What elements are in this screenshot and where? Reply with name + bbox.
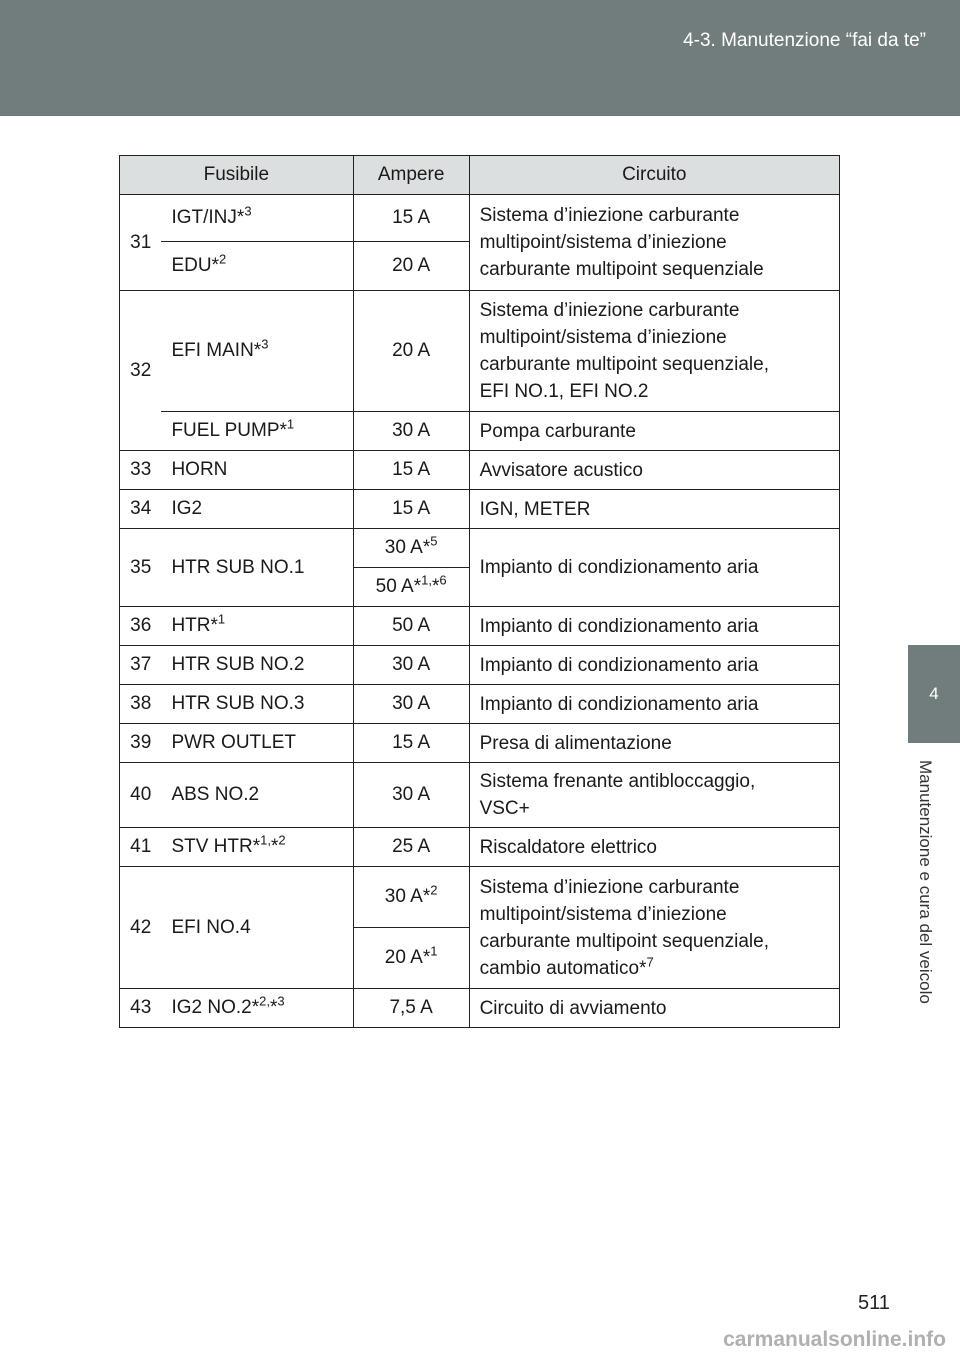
fuse-name: PWR OUTLET	[161, 724, 353, 763]
fuse-circuit: Impianto di condizionamento aria	[469, 685, 839, 724]
fuse-ampere: 15 A	[353, 195, 469, 242]
table-row	[120, 451, 840, 490]
page-number: 511	[858, 1292, 890, 1314]
fuse-number: 34	[120, 490, 162, 529]
fuse-circuit: Sistema d’iniezione carburante multipoint/sistema d’iniezione carburante multipoint sequenziale, EFI NO.1, EFI NO.2	[469, 291, 839, 412]
fuse-circuit: Sistema frenante antibloccaggio, VSC+	[469, 763, 839, 828]
fuse-number: 42	[120, 867, 162, 989]
fuse-circuit: Impianto di condizionamento aria	[469, 607, 839, 646]
fuse-name: HTR*$^1$	[161, 607, 353, 646]
table-row	[120, 529, 840, 568]
fuse-circuit: Pompa carburante	[469, 412, 839, 451]
fuse-circuit: Impianto di condizionamento aria	[469, 646, 839, 685]
fuse-number: 35	[120, 529, 162, 607]
fuse-number: 38	[120, 685, 162, 724]
fuse-name: STV HTR*$^{1,}$*$^2$	[161, 828, 353, 867]
table-row	[120, 646, 840, 685]
fuse-number: 31	[120, 195, 162, 291]
fuse-name: EDU*$^2$	[161, 242, 353, 291]
table-row	[120, 490, 840, 529]
table-header-row	[120, 156, 840, 195]
fuse-circuit: Circuito di avviamento	[469, 989, 839, 1028]
fuse-ampere: 50 A*$^{1,}$*$^6$	[353, 568, 469, 607]
fuse-ampere: 30 A	[353, 646, 469, 685]
fuse-name: HORN	[161, 451, 353, 490]
fuse-number: 32	[120, 291, 162, 451]
table-row	[120, 989, 840, 1028]
fuse-ampere: 30 A	[353, 412, 469, 451]
fuse-ampere: 50 A	[353, 607, 469, 646]
table-row	[120, 195, 840, 242]
fuse-ampere: 20 A*$^1$	[353, 928, 469, 989]
col-header-ampere: Ampere	[353, 156, 469, 195]
fuse-number: 36	[120, 607, 162, 646]
fuse-number: 39	[120, 724, 162, 763]
header-bar	[0, 0, 960, 116]
table-row	[120, 828, 840, 867]
fuse-ampere: 7,5 A	[353, 989, 469, 1028]
fuse-ampere: 15 A	[353, 451, 469, 490]
chapter-tab	[908, 645, 960, 743]
fuse-name: HTR SUB NO.3	[161, 685, 353, 724]
table-row	[120, 607, 840, 646]
fuse-circuit: Presa di alimentazione	[469, 724, 839, 763]
fuse-ampere: 30 A*$^2$	[353, 867, 469, 928]
fuse-number: 43	[120, 989, 162, 1028]
fuse-ampere: 20 A	[353, 242, 469, 291]
fuse-circuit: Sistema d’iniezione carburante multipoint/sistema d’iniezione carburante multipoint sequenziale	[469, 195, 839, 291]
fuse-name: HTR SUB NO.1	[161, 529, 353, 607]
table-row	[120, 763, 840, 828]
fuse-ampere: 30 A	[353, 763, 469, 828]
fuse-ampere: 15 A	[353, 490, 469, 529]
table-row	[120, 867, 840, 928]
col-header-fuse: Fusibile	[120, 156, 354, 195]
table-row	[120, 412, 840, 451]
section-title: 4-3. Manutenzione “fai da te”	[683, 30, 926, 51]
fuse-name: FUEL PUMP*$^1$	[161, 412, 353, 451]
fuse-number: 41	[120, 828, 162, 867]
watermark: carmanualsonline.info	[723, 1328, 946, 1351]
chapter-tab-label	[902, 760, 948, 1060]
table-row	[120, 291, 840, 412]
fuse-name: EFI MAIN*$^3$	[161, 291, 353, 412]
fuse-ampere: 15 A	[353, 724, 469, 763]
fuse-name: IGT/INJ*$^3$	[161, 195, 353, 242]
fuse-circuit: Avvisatore acustico	[469, 451, 839, 490]
table-row	[120, 724, 840, 763]
fuse-name: EFI NO.4	[161, 867, 353, 989]
fuse-number: 37	[120, 646, 162, 685]
col-header-circuit: Circuito	[469, 156, 839, 195]
fuse-number: 40	[120, 763, 162, 828]
chapter-number: 4	[929, 684, 939, 703]
fuse-ampere: 20 A	[353, 291, 469, 412]
fuse-ampere: 25 A	[353, 828, 469, 867]
fuse-circuit: Sistema d’iniezione carburante multipoint/sistema d’iniezione carburante multipoint sequenziale, cambio automatico*$^7$	[469, 867, 839, 989]
fuse-name: ABS NO.2	[161, 763, 353, 828]
fuse-ampere: 30 A	[353, 685, 469, 724]
fuse-circuit: IGN, METER	[469, 490, 839, 529]
fuse-ampere: 30 A*$^5$	[353, 529, 469, 568]
fuse-name: IG2 NO.2*$^{2,}$*$^3$	[161, 989, 353, 1028]
table-row	[120, 685, 840, 724]
chapter-title: Manutenzione e cura del veicolo	[916, 760, 935, 1004]
fuse-name: IG2	[161, 490, 353, 529]
fuse-name: HTR SUB NO.2	[161, 646, 353, 685]
fuse-circuit: Riscaldatore elettrico	[469, 828, 839, 867]
fuse-table	[119, 155, 840, 1028]
fuse-circuit: Impianto di condizionamento aria	[469, 529, 839, 607]
fuse-number: 33	[120, 451, 162, 490]
